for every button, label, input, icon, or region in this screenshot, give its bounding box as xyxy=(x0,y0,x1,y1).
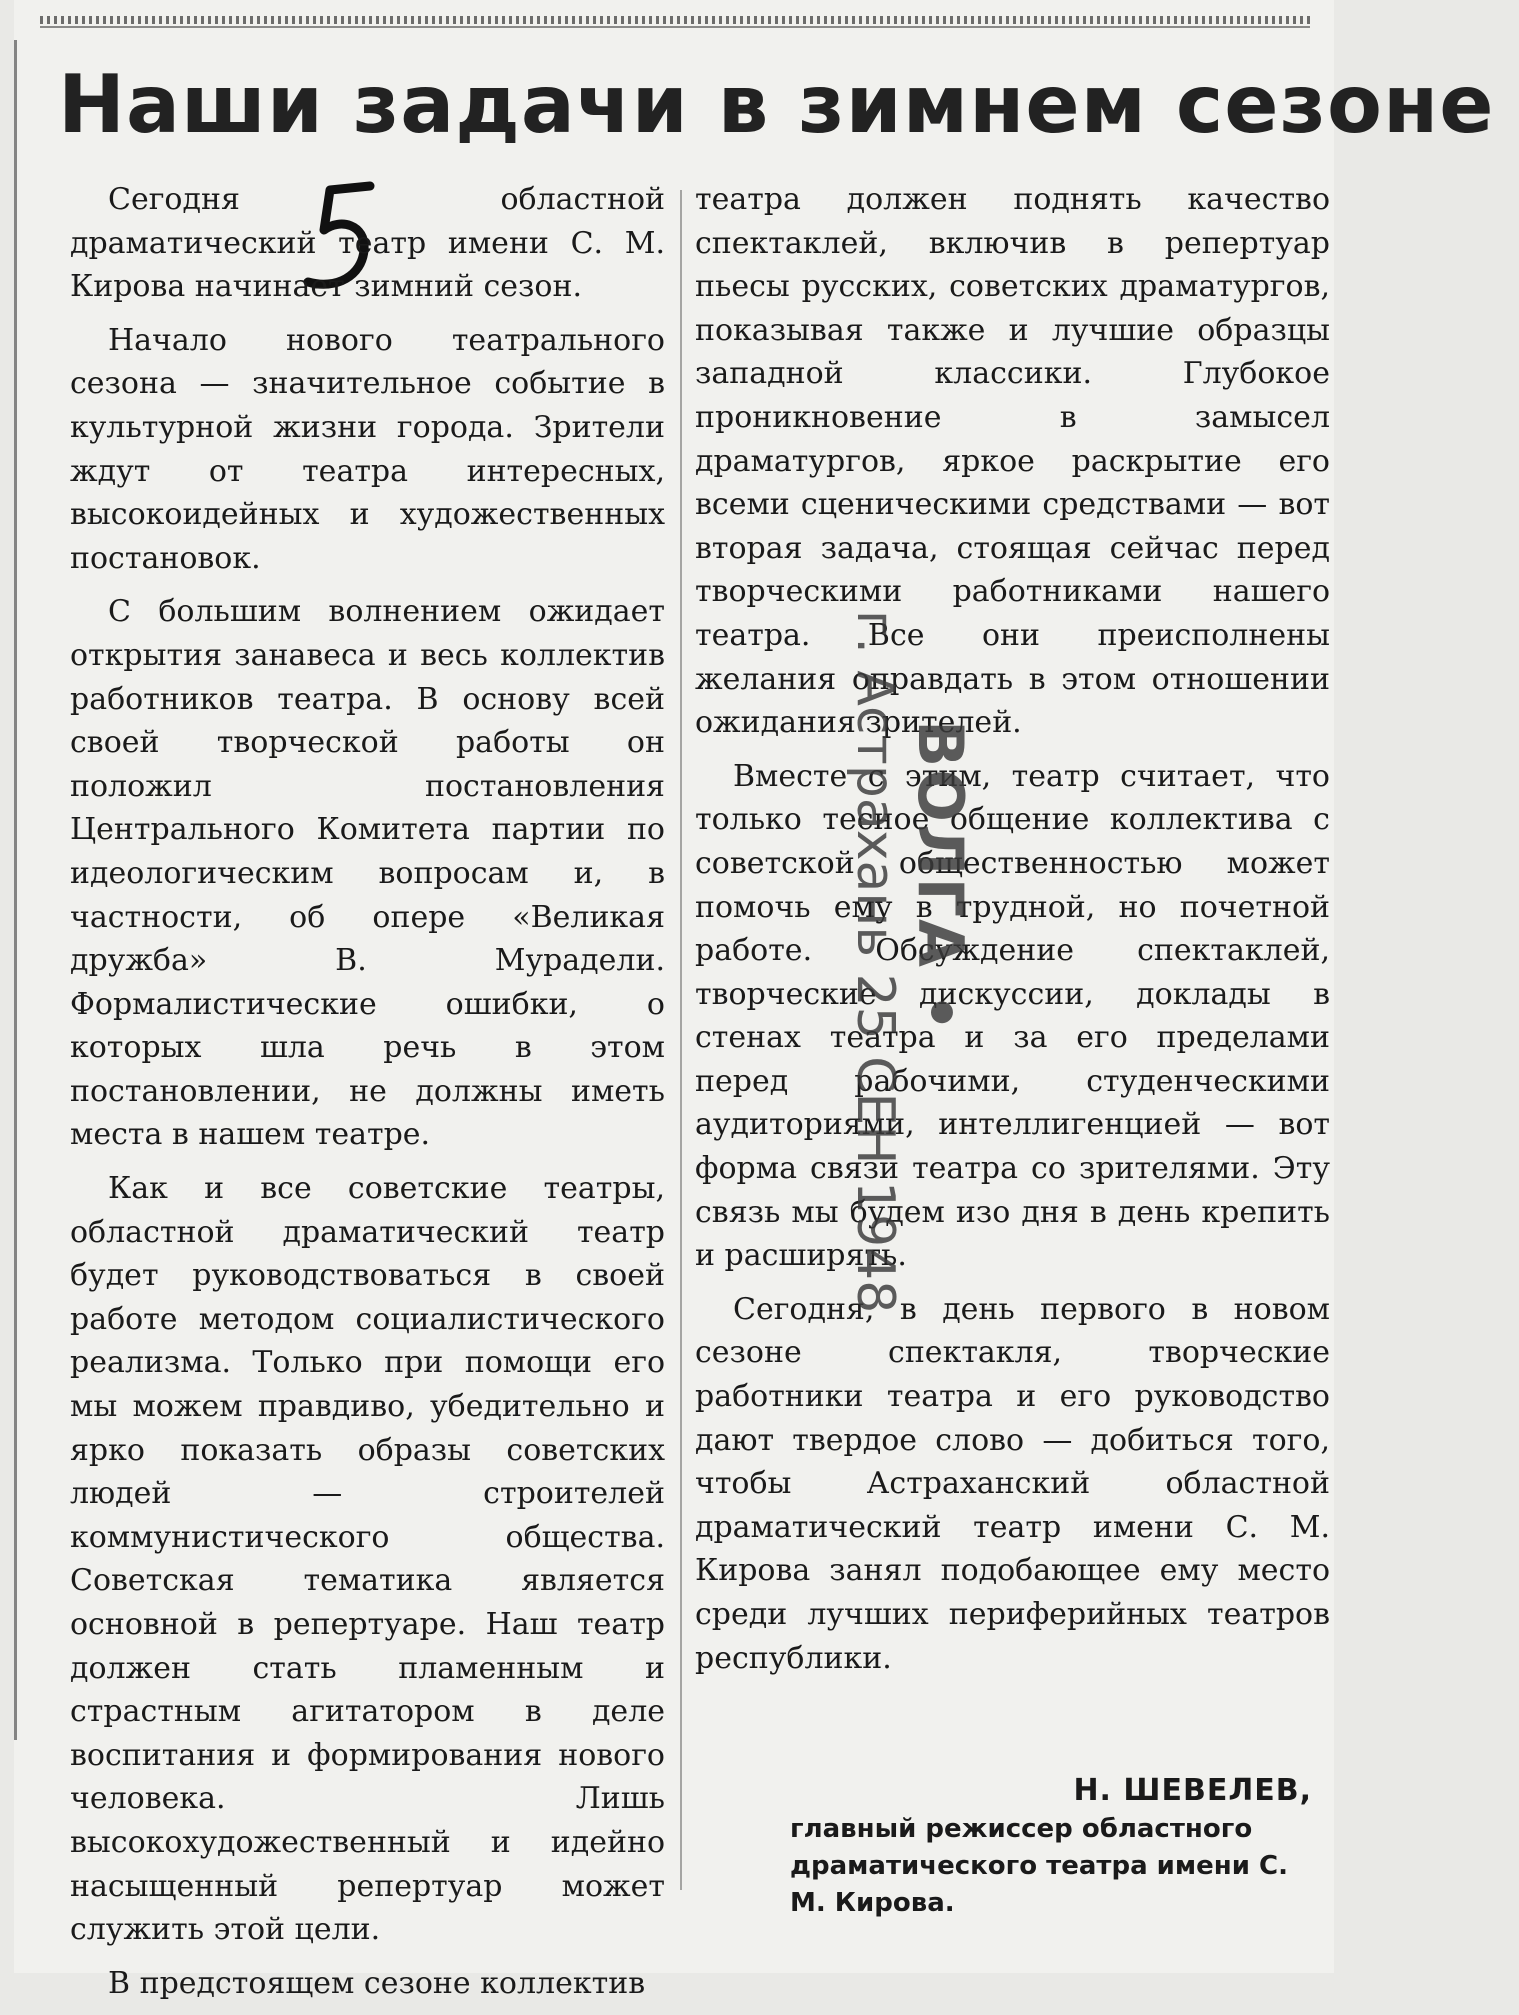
article-headline: Наши задачи в зимнем сезоне xyxy=(58,58,1495,151)
paragraph: С большим волнением ожидает открытия занавеса и весь коллектив работников театра. В основу всей своей творческой работы он положил постановления Центрального Комитета партии по идеологическим вопросам и, в частности, об опере «Великая дружба» В. Мурадели. Формалистические ошибки, о которых шла речь в этом постановлении, не должны иметь места в нашем театре. xyxy=(70,594,665,1153)
author-name: Н. ШЕВЕЛЕВ, xyxy=(1073,1773,1312,1808)
paragraph: Как и все советские театры, областной драматический театр будет руководствоваться в своей работе методом социалистического реализма. Только при помощи его мы можем правдиво, убедительно и ярко показать образы советских людей — строителей коммунистического общества. Советская тематика является основной в репертуаре. Наш театр должен стать пламенным и страстным агитатором в деле воспитания и формирования нового человека. Лишь высокохудожественный и идейно насыщенный репертуар может служить этой цели. xyxy=(70,1171,665,1948)
paragraph: Начало нового театрального сезона — значительное событие в культурной жизни города. Зрители ждут от театра интересных, высокоидейных и художественных постановок. xyxy=(70,322,665,576)
paragraph: Вместе с этим, театр считает, что только тесное общение коллектива с советской общественностью может помочь ему в трудной, но почетной работе. Обсуждение спектаклей, творческие дискуссии, доклады в стенах театра и за его пределами перед рабочими, студенческими аудиториями, интеллигенцией — вот форма связи театра со зрителями. Эту связь мы будем изо дня в день крепить и расширять. xyxy=(695,758,1330,1274)
left-border-line xyxy=(14,40,17,1740)
stamp-newspaper-name: ВОЛГА • xyxy=(904,720,977,1035)
paragraph: Сегодня областной драматический театр имени С. М. Кирова начинает зимний сезон. xyxy=(70,182,665,305)
article-right-column xyxy=(695,178,1330,1690)
article-left-column xyxy=(70,178,665,2015)
paragraph-continuation: театра должен поднять качество спектаклей, включив в репертуар пьесы русских, советских драматургов, показывая также и лучшие образцы западной классики. Глубокое проникновение в замысел драматургов, яркое раскрытие его всеми сценическими средствами — вот вторая задача, стоящая сейчас перед творческими работниками нашего театра. Все они преисполнены желания оправдать в этом отношении ожидания зрителей. xyxy=(695,182,1330,741)
author-signature xyxy=(790,1772,1330,1922)
column-divider xyxy=(680,190,682,1890)
paragraph: Сегодня, в день первого в новом сезоне спектакля, творческие работники театра и его руководство дают твердое слово — добиться того, чтобы Астраханский областной драматический театр имени С. М. Кирова занял подобающее ему место среди лучших периферийных театров республики. xyxy=(695,1291,1330,1676)
top-rule-line xyxy=(40,26,1310,28)
author-title: главный режиссер областного драматического театра имени С. М. Кирова. xyxy=(790,1814,1288,1918)
paragraph: В предстоящем сезоне коллектив xyxy=(108,1965,646,2001)
stamp-city-date: г. Астрахань 25 СЕН 1948 xyxy=(845,610,905,1314)
top-decorative-rule xyxy=(40,16,1310,24)
